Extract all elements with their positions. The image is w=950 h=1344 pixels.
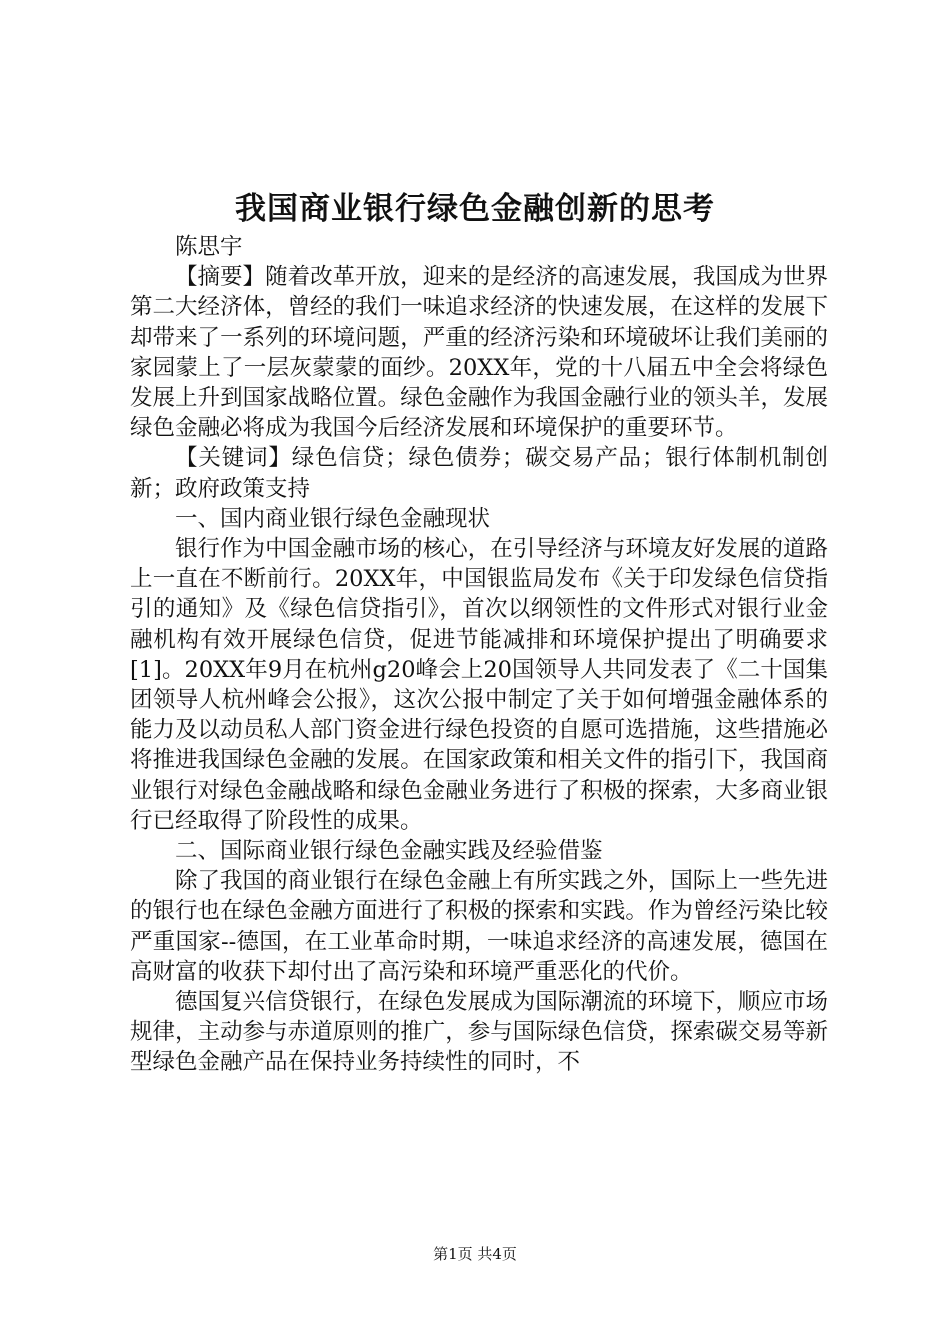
keywords-paragraph: 【关键词】绿色信贷；绿色债券；碳交易产品；银行体制机制创新；政府政策支持 bbox=[130, 445, 828, 502]
author-line: 陈思宇 bbox=[175, 234, 243, 260]
document-body bbox=[130, 232, 828, 1078]
body-paragraph: 德国复兴信贷银行，在绿色发展成为国际潮流的环境下，顺应市场规律，主动参与赤道原则的推广，参与国际绿色信贷，探索碳交易等新型绿色金融产品在保持业务持续性的同时，不 bbox=[130, 989, 828, 1076]
body-paragraph: 除了我国的商业银行在绿色金融上有所实践之外，国际上一些先进的银行也在绿色金融方面进行了积极的探索和实践。作为曾经污染比较严重国家--德国，在工业革命时期，一味追求经济的高速发展，德国在高财富的收获下却付出了高污染和环境严重恶化的代价。 bbox=[130, 868, 828, 985]
document-title: 我国商业银行绿色金融创新的思考 bbox=[235, 191, 715, 227]
section-heading-1: 一、国内商业银行绿色金融现状 bbox=[175, 505, 491, 532]
page-number-footer: 第1页 共4页 bbox=[433, 1245, 517, 1263]
body-paragraph: 银行作为中国金融市场的核心，在引导经济与环境友好发展的道路上一直在不断前行。20XX年，中国银监局发布《关于印发绿色信贷指引的通知》及《绿色信贷指引》，首次以纲领性的文件形式对银行业金融机构有效开展绿色信贷，促进节能减排和环境保护提出了明确要求[1]。20XX年9月在杭州g20峰会上20国领导人共同发表了《二十国集团领导人杭州峰会公报》，这次公报中制定了关于如何增强金融体系的能力及以动员私人部门资金进行绿色投资的自愿可选措施，这些措施必将推进我国绿色金融的发展。在国家政策和相关文件的指引下，我国商业银行对绿色金融战略和绿色金融业务进行了积极的探索，大多商业银行已经取得了阶段性的成果。 bbox=[130, 536, 828, 834]
section-heading-2: 二、国际商业银行绿色金融实践及经验借鉴 bbox=[175, 838, 603, 865]
abstract-paragraph: 【摘要】随着改革开放，迎来的是经济的高速发展，我国成为世界第二大经济体，曾经的我们一味追求经济的快速发展，在这样的发展下却带来了一系列的环境问题，严重的经济污染和环境破坏让我们美丽的家园蒙上了一层灰蒙蒙的面纱。20XX年，党的十八届五中全会将绿色发展上升到国家战略位置。绿色金融作为我国金融行业的领头羊，发展绿色金融必将成为我国今后经济发展和环境保护的重要环节。 bbox=[130, 264, 828, 442]
